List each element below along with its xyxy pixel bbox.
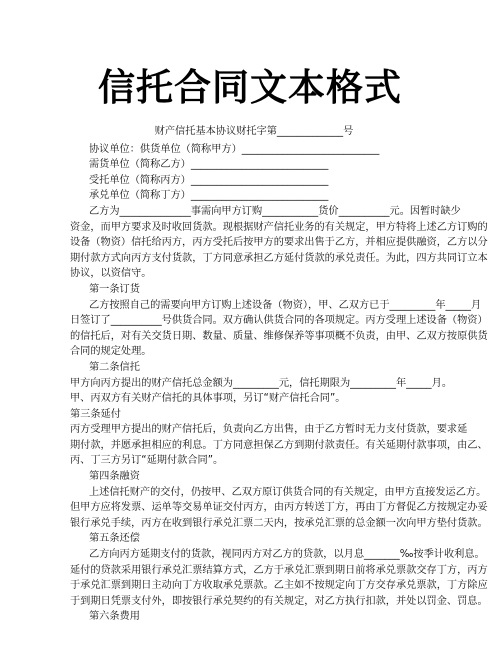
preamble-line: 协议，以资信守。 — [70, 268, 152, 280]
section-line: 甲、丙双方有关财产信托的具体事项，另订“财产信托合同”。 — [70, 393, 346, 405]
section-line: 于承兑汇票到期日主动向丁方收取承兑票款。乙主如不按规定向丁方交存承兑票款，丁方除应 — [70, 580, 488, 592]
party-line: 受托单位（简称丙方）___________________________ — [89, 174, 329, 186]
section-heading: 第一条订货 — [89, 283, 140, 295]
section-line: 乙方按照自己的需要向甲方订购上述设备（物资），甲、乙双方已于_________年_____月 — [89, 299, 482, 311]
section-line: 乙方向丙方延期支付的货款，视同丙方对乙方的贷款，以月息_______‰按季计收利息。 — [89, 549, 485, 561]
section-heading: 第三条延付 — [70, 408, 121, 420]
document-title: 信托合同文本格式 — [98, 66, 402, 109]
section-heading: 第五条还偿 — [89, 533, 140, 545]
section-line: 合同的规定处理。 — [70, 346, 152, 358]
preamble-line: 乙方为______________事需向甲方订购___________货价__________元。因暂时缺少 — [89, 205, 461, 217]
preamble-line: 设备（物资）信托给丙方，丙方受托后按甲方的要求出售于乙方，并相应提供融资，乙方以分 — [70, 237, 488, 249]
section-line: 银行承兑手续，丙方在收到银行承兑汇票二天内，按承兑汇票的总金额一次向甲方垫付货款。 — [70, 517, 488, 529]
section-line: 的信托后，对有关交货日期、数量、质量、维修保养等事项概不负责，由甲、乙双方按原供货 — [70, 330, 488, 342]
preamble-line: 资金，而甲方要求及时收回货款。现根据财产信托业务的有关规定，甲方特将上述乙方订购的 — [70, 221, 488, 233]
agreement-number-line: 财产信托基本协议财托字第_____________号 — [154, 126, 354, 137]
preamble-line: 期付款方式向丙方支付货款，丁方同意承担乙方延付货款的承兑责任。为此，四方共同订立本 — [70, 252, 488, 264]
section-line: 丙、丁三方另订“延期付款合同”。 — [70, 455, 224, 467]
section-line: 丙方受理甲方提出的财产信托后，负责向乙方出售，由于乙方暂时无力支付货款，要求延 — [70, 424, 468, 436]
section-line: 日签订了__________号供货合同。双方确认供货合同的各项规定。丙方受理上述设备（物资） — [70, 315, 488, 327]
document-body — [70, 124, 488, 625]
section-heading: 第二条信托 — [89, 361, 140, 373]
section-heading: 第四条融资 — [89, 471, 140, 483]
section-line: 延付的贷款采用银行承兑汇票结算方式，乙方于承兑汇票到期日前将承兑票款交存丁方，丙方 — [70, 564, 488, 576]
party-line: 需货单位（简称乙方）___________________________ — [89, 159, 329, 171]
party-line: 协议单位：供货单位（简称甲方）___________________________ — [89, 143, 380, 155]
section-line: 期付款，并愿承担相应的利息。丁方同意担保乙方到期付款责任。有关延期付款事项，由乙、 — [70, 439, 488, 451]
section-line: 甲方向丙方提出的财产信托总金额为_________元，信托期限为_________年_____月。 — [70, 377, 453, 389]
section-line: 于到期日凭票支付外，即按银行承兑契约的有关规定，对乙方执行扣款，并处以罚金、罚息。 — [70, 595, 488, 607]
section-heading: 第六条费用 — [89, 611, 140, 623]
section-line: 但甲方应将发票、运单等交易单证交付丙方，由丙方转送丁方，再由丁方督促乙方按规定办妥 — [70, 502, 488, 514]
section-line: 上述信托财产的交付，仍按甲、乙双方原订供货合同的有关规定，由甲方直接发运乙方。 — [89, 486, 487, 498]
party-line: 承兑单位（简称丁方）___________________________ — [89, 190, 329, 202]
